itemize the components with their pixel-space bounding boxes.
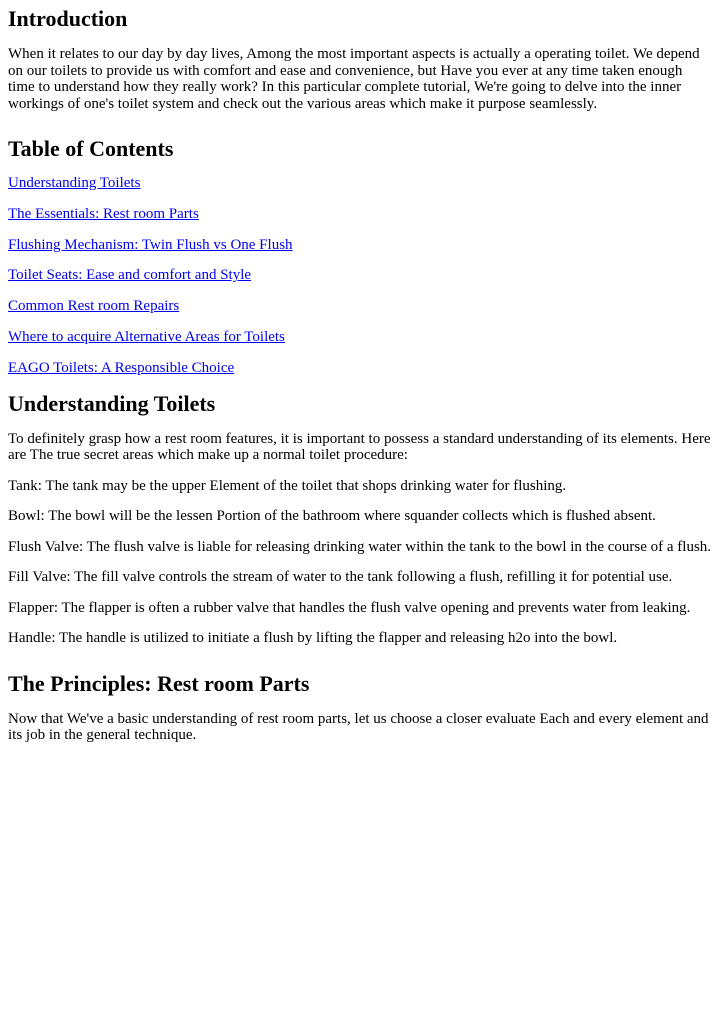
table-of-contents-list — [8, 175, 712, 376]
table-of-contents-section — [8, 136, 712, 376]
principles-heading: The Principles: Rest room Parts — [8, 670, 310, 696]
introduction-section — [8, 6, 712, 112]
handle-paragraph: Handle: The handle is utilized to initiate a flush by lifting the flapper and releasing h2o into the bowl. — [8, 630, 618, 647]
toc-item — [8, 206, 712, 223]
toc-link-essentials-parts[interactable]: The Essentials: Rest room Parts — [8, 205, 199, 222]
toc-item — [8, 175, 712, 192]
principles-paragraph: Now that We've a basic understanding of rest room parts, let us choose a closer evaluate Each and every element and its job in the general technique. — [8, 710, 709, 744]
toc-link-toilet-seats[interactable]: Toilet Seats: Ease and comfort and Style — [8, 267, 252, 284]
fill-valve-paragraph: Fill Valve: The fill valve controls the stream of water to the tank following a flush, refilling it for potential use. — [8, 569, 673, 586]
understanding-toilets-section — [8, 391, 712, 647]
bowl-paragraph: Bowl: The bowl will be the lessen Portion of the bathroom where squander collects which is flushed absent. — [8, 508, 656, 525]
understanding-intro-paragraph: To definitely grasp how a rest room features, it is important to possess a standard understanding of its elements. Here are The true secret areas which make up a normal toilet procedure: — [8, 430, 711, 464]
toc-link-replacement-parts[interactable]: Where to acquire Alternative Areas for Toilets — [8, 328, 285, 345]
introduction-heading: Introduction — [8, 6, 128, 31]
spacer — [8, 647, 712, 665]
toc-item — [8, 329, 712, 346]
understanding-toilets-paragraphs — [8, 431, 712, 647]
principles-section — [8, 671, 712, 744]
toc-link-understanding-toilets[interactable]: Understanding Toilets — [8, 175, 141, 191]
flush-valve-paragraph: Flush Valve: The flush valve is liable for releasing drinking water within the tank to the bowl in the course of a flush. — [8, 538, 712, 555]
table-of-contents-heading: Table of Contents — [8, 136, 174, 161]
toc-link-common-repairs[interactable]: Common Rest room Repairs — [8, 298, 180, 315]
toc-item — [8, 237, 712, 254]
spacer — [8, 112, 712, 130]
toc-item — [8, 298, 712, 315]
introduction-paragraph: When it relates to our day by day lives, Among the most important aspects is actually a operating toilet. We depend on our toilets to provide us with comfort and ease and convenience, but Have you ever at any time taken enough time to understand how they really work? In this particular complete tutorial, We're going to delve into the inner workings of one's toilet system and check out the various areas which make it purpose seamlessly. — [8, 46, 700, 112]
understanding-toilets-heading: Understanding Toilets — [8, 390, 216, 416]
toc-item — [8, 267, 712, 284]
toc-item — [8, 360, 712, 377]
tank-paragraph: Tank: The tank may be the upper Element of the toilet that shops drinking water for flushing. — [8, 477, 567, 494]
document-page — [0, 6, 720, 744]
toc-link-flushing-mechanism[interactable]: Flushing Mechanism: Twin Flush vs One Flush — [8, 236, 293, 253]
toc-link-eago-toilets[interactable]: EAGO Toilets: A Responsible Choice — [8, 359, 235, 376]
flapper-paragraph: Flapper: The flapper is often a rubber valve that handles the flush valve opening and prevents water from leaking. — [8, 599, 691, 616]
